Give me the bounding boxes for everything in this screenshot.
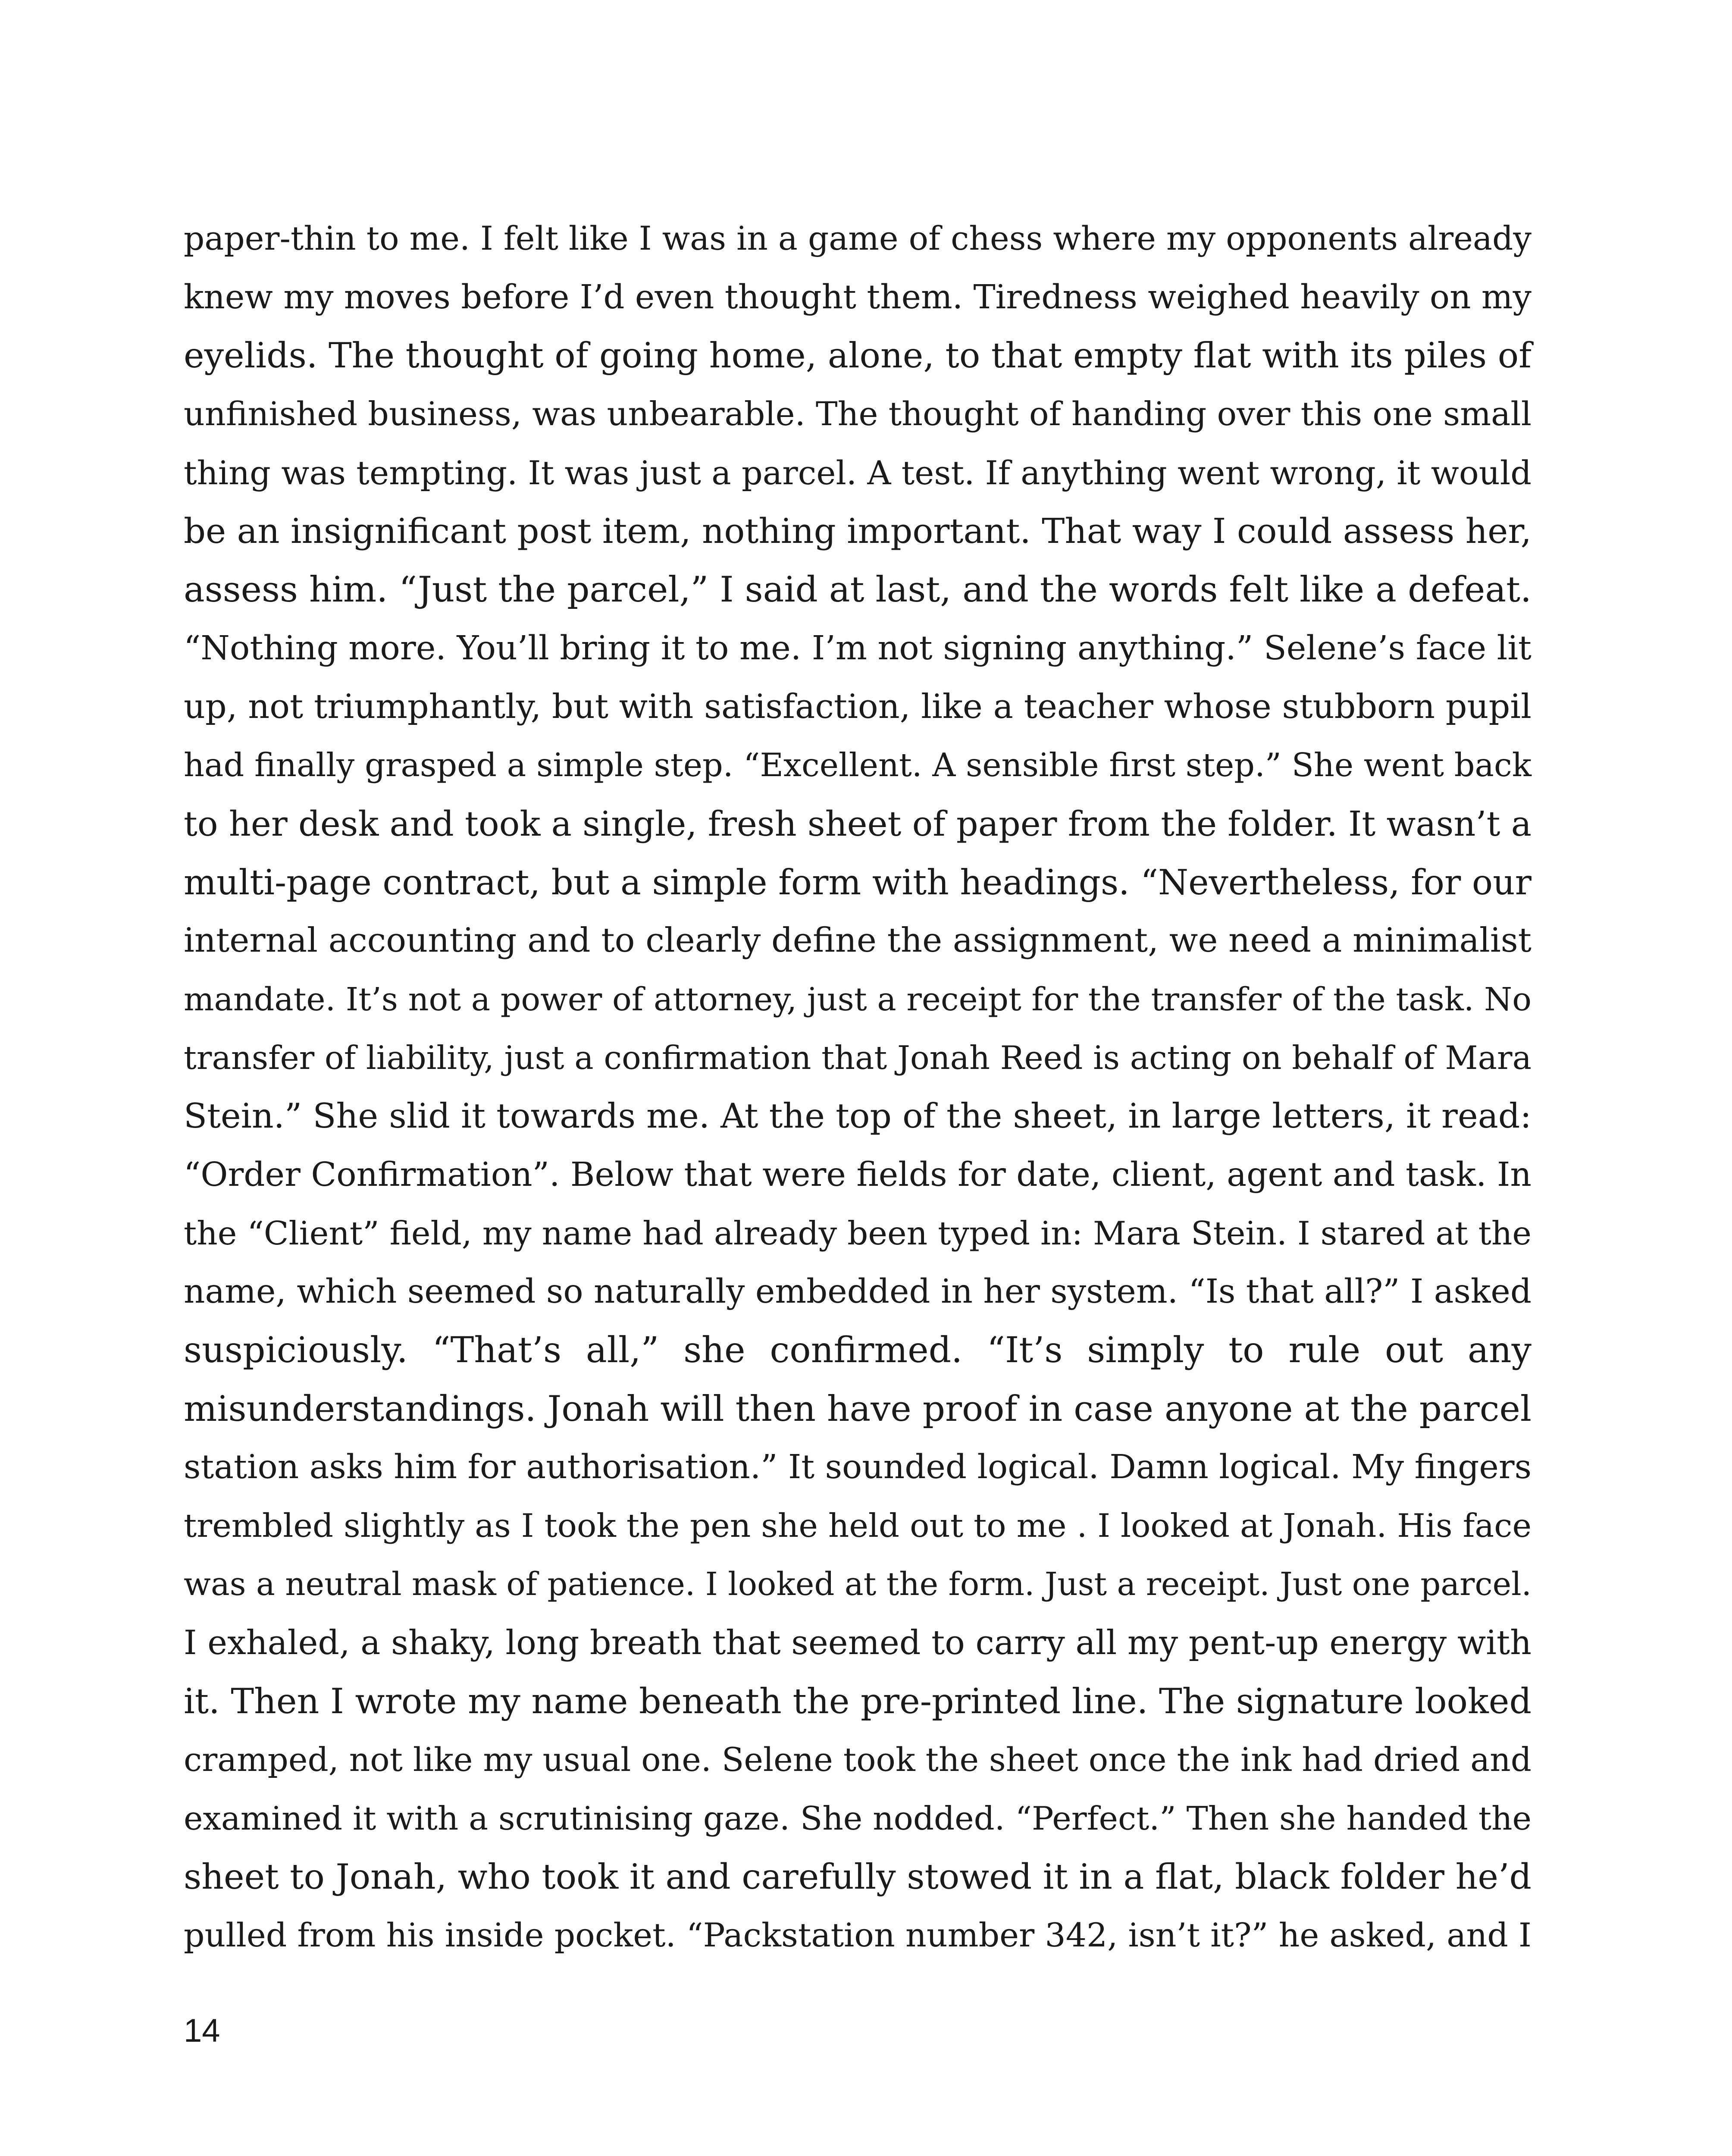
text-line: mandate. It’s not a power of attorney, just a receipt for the transfer of the task. No: [184, 980, 1532, 1018]
text-line: examined it with a scrutinising gaze. She nodded. “Perfect.” Then she handed the: [184, 1799, 1532, 1837]
body-text: [184, 210, 1532, 1965]
text-line: eyelids. The thought of going home, alone, to that empty flat with its piles of: [184, 335, 1532, 376]
text-line: “Order Confirmation”. Below that were fields for date, client, agent and task. In: [184, 1156, 1532, 1194]
text-line: be an insignificant post item, nothing important. That way I could assess her,: [184, 511, 1532, 552]
text-line: multi-page contract, but a simple form with headings. “Nevertheless, for our: [184, 862, 1532, 903]
text-line: paper-thin to me. I felt like I was in a game of chess where my opponents already: [184, 219, 1532, 257]
text-line: assess him. “Just the parcel,” I said at last, and the words felt like a defeat.: [184, 569, 1532, 611]
text-line: had finally grasped a simple step. “Excellent. A sensible first step.” She went back: [184, 746, 1532, 784]
text-line: the “Client” field, my name had already been typed in: Mara Stein. I stared at the: [184, 1214, 1532, 1252]
text-line: suspiciously. “That’s all,” she confirmed. “It’s simply to rule out any: [184, 1330, 1532, 1371]
text-line: knew my moves before I’d even thought them. Tiredness weighed heavily on my: [184, 278, 1532, 317]
text-line: up, not triumphantly, but with satisfaction, like a teacher whose stubborn pupil: [184, 687, 1532, 726]
text-line: sheet to Jonah, who took it and carefully stowed it in a flat, black folder he’d: [184, 1856, 1532, 1897]
text-line: thing was tempting. It was just a parcel. A test. If anything went wrong, it would: [184, 453, 1532, 492]
text-line: trembled slightly as I took the pen she held out to me . I looked at Jonah. His face: [184, 1507, 1532, 1545]
text-line: transfer of liability, just a confirmation that Jonah Reed is acting on behalf of Mara: [184, 1039, 1532, 1077]
text-line: station asks him for authorisation.” It sounded logical. Damn logical. My fingers: [184, 1448, 1532, 1487]
text-line: pulled from his inside pocket. “Packstation number 342, isn’t it?” he asked, and I: [184, 1916, 1532, 1954]
page-number: 14: [184, 2012, 220, 2049]
text-line: name, which seemed so naturally embedded in her system. “Is that all?” I asked: [184, 1272, 1532, 1311]
text-line: was a neutral mask of patience. I looked at the form. Just a receipt. Just one parcel.: [184, 1566, 1532, 1603]
text-line: “Nothing more. You’ll bring it to me. I’m not signing anything.” Selene’s face lit: [184, 628, 1532, 667]
text-line: to her desk and took a single, fresh sheet of paper from the folder. It wasn’t a: [184, 803, 1532, 844]
text-line: internal accounting and to clearly define the assignment, we need a minimalist: [184, 921, 1532, 960]
text-line: it. Then I wrote my name beneath the pre-printed line. The signature looked: [184, 1681, 1532, 1722]
text-line: unfinished business, was unbearable. The thought of handing over this one small: [184, 395, 1532, 433]
text-line: Stein.” She slid it towards me. At the top of the sheet, in large letters, it read:: [184, 1096, 1532, 1136]
text-line: cramped, not like my usual one. Selene took the sheet once the ink had dried and: [184, 1740, 1532, 1779]
text-line: I exhaled, a shaky, long breath that seemed to carry all my pent-up energy with: [184, 1623, 1532, 1662]
text-line: misunderstandings. Jonah will then have proof in case anyone at the parcel: [184, 1388, 1532, 1429]
